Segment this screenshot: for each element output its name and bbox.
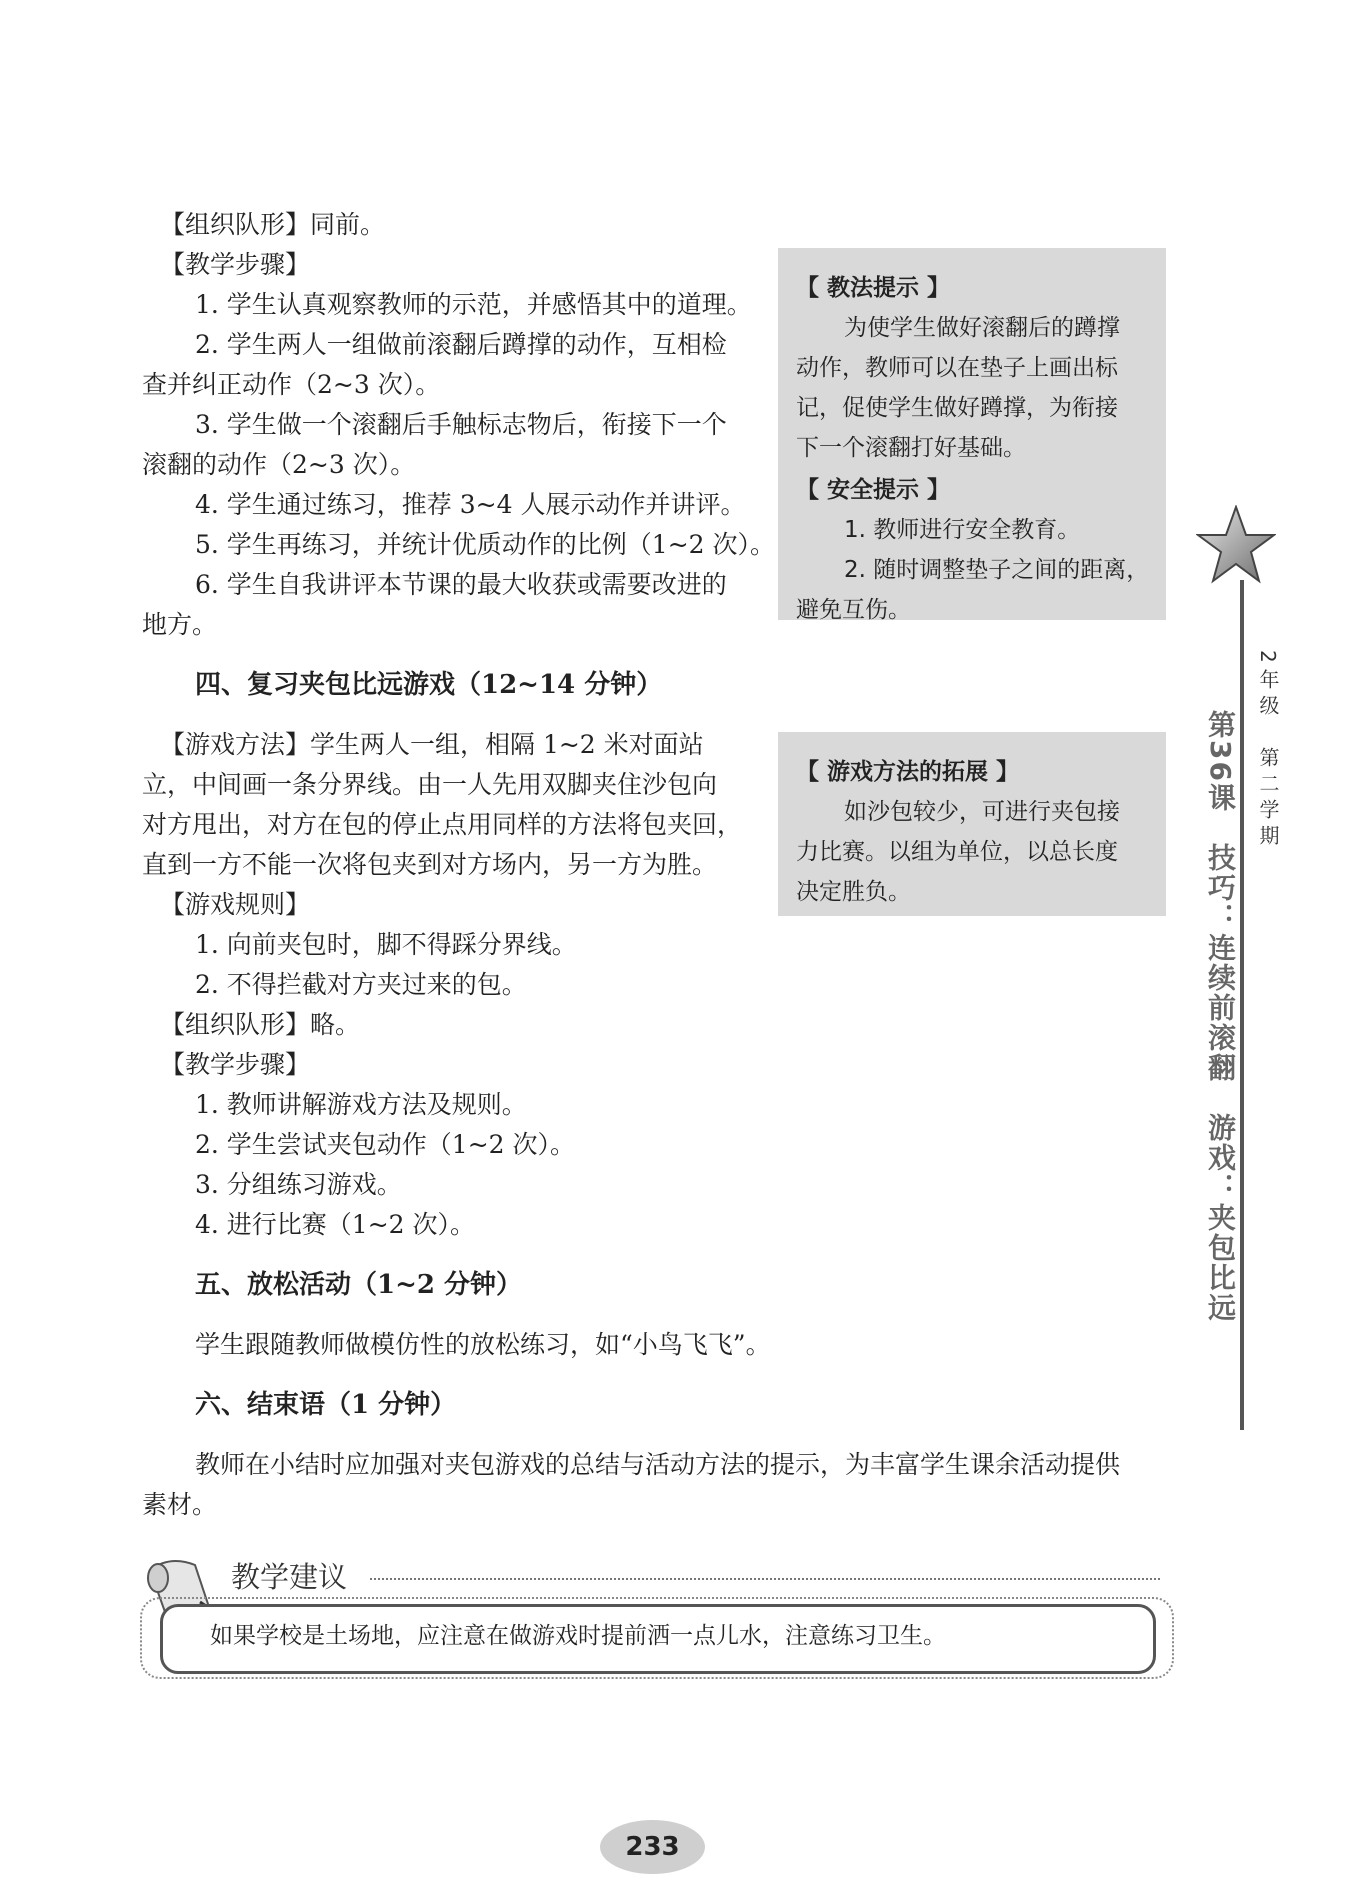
paragraph-line: 1. 向前夹包时，脚不得踩分界线。 <box>195 930 577 959</box>
paragraph-line: 查并纠正动作（2~3 次）。 <box>142 370 441 399</box>
paragraph-line: 4. 进行比赛（1~2 次）。 <box>195 1210 476 1239</box>
tips-line: 为使学生做好滚翻后的蹲撑 <box>844 315 1120 341</box>
paragraph-line: 5. 学生再练习，并统计优质动作的比例（1~2 次）。 <box>195 530 776 559</box>
section-5-text: 学生跟随教师做模仿性的放松练习，如“小鸟飞飞”。 <box>195 1330 771 1359</box>
advice-title-rule <box>370 1578 1160 1580</box>
paragraph-line: 1. 教师讲解游戏方法及规则。 <box>195 1090 527 1119</box>
section-5-heading: 五、放松活动（1~2 分钟） <box>195 1270 523 1300</box>
section-6-line: 教师在小结时应加强对夹包游戏的总结与活动方法的提示，为丰富学生课余活动提供 <box>195 1450 1121 1479</box>
paragraph-line: 3. 分组练习游戏。 <box>195 1170 402 1199</box>
page-number: 233 <box>600 1820 705 1874</box>
tips-line: 2. 随时调整垫子之间的距离， <box>844 557 1150 583</box>
paragraph-line: 3. 学生做一个滚翻后手触标志物后，衔接下一个 <box>195 410 727 439</box>
paragraph-line: 【游戏方法】学生两人一组，相隔 1~2 米对面站 <box>160 730 704 759</box>
tips-line: 动作，教师可以在垫子上画出标 <box>796 355 1118 381</box>
star-icon <box>1196 505 1276 585</box>
paragraph-line: 【组织队形】同前。 <box>160 210 386 239</box>
section-6-line: 素材。 <box>142 1490 218 1519</box>
paragraph-line: 滚翻的动作（2~3 次）。 <box>142 450 416 479</box>
teaching-tips-title: 【 教法提示 】 <box>796 275 951 301</box>
tips-line: 避免互伤。 <box>796 597 911 623</box>
paragraph-line: 【组织队形】略。 <box>160 1010 361 1039</box>
paragraph-line: 2. 不得拦截对方夹过来的包。 <box>195 970 527 999</box>
paragraph-line: 6. 学生自我讲评本节课的最大收获或需要改进的 <box>195 570 727 599</box>
paragraph-line: 对方甩出，对方在包的停止点用同样的方法将包夹回， <box>142 810 743 839</box>
sidebar-lesson-title: 第36课 技巧：连续前滚翻 游戏：夹包比远 <box>1204 710 1237 1323</box>
paragraph-line: 【教学步骤】 <box>160 250 311 279</box>
tips-line: 记，促使学生做好蹲撑，为衔接 <box>796 395 1118 421</box>
paragraph-line: 【游戏规则】 <box>160 890 311 919</box>
paragraph-line: 立，中间画一条分界线。由一人先用双脚夹住沙包向 <box>142 770 718 799</box>
teaching-tips-box <box>778 248 1166 623</box>
paragraph-line: 地方。 <box>142 610 218 639</box>
tips-line: 决定胜负。 <box>796 879 911 905</box>
sidebar-grade: 2年级 第二学期 <box>1256 650 1280 851</box>
sidebar-rule <box>1240 580 1244 1430</box>
advice-title: 教学建议 <box>225 1555 353 1596</box>
tips-line: 下一个滚翻打好基础。 <box>796 435 1026 461</box>
paragraph-line: 直到一方不能一次将包夹到对方场内，另一方为胜。 <box>142 850 718 879</box>
tips-line: 1. 教师进行安全教育。 <box>844 517 1081 543</box>
section-4-heading: 四、复习夹包比远游戏（12~14 分钟） <box>195 670 663 700</box>
tips-line: 如沙包较少，可进行夹包接 <box>844 799 1120 825</box>
paragraph-line: 2. 学生两人一组做前滚翻后蹲撑的动作，互相检 <box>195 330 727 359</box>
section-6-heading: 六、结束语（1 分钟） <box>195 1390 457 1420</box>
tips-line: 力比赛。以组为单位，以总长度 <box>796 839 1118 865</box>
game-extension-title: 【 游戏方法的拓展 】 <box>796 759 1020 785</box>
paragraph-line: 【教学步骤】 <box>160 1050 311 1079</box>
game-extension-box <box>778 732 1166 916</box>
paragraph-line: 1. 学生认真观察教师的示范，并感悟其中的道理。 <box>195 290 752 319</box>
paragraph-line: 4. 学生通过练习，推荐 3~4 人展示动作并讲评。 <box>195 490 746 519</box>
paragraph-line: 2. 学生尝试夹包动作（1~2 次）。 <box>195 1130 576 1159</box>
advice-text: 如果学校是土场地，应注意在做游戏时提前洒一点儿水，注意练习卫生。 <box>210 1623 946 1649</box>
safety-tips-title: 【 安全提示 】 <box>796 477 951 503</box>
